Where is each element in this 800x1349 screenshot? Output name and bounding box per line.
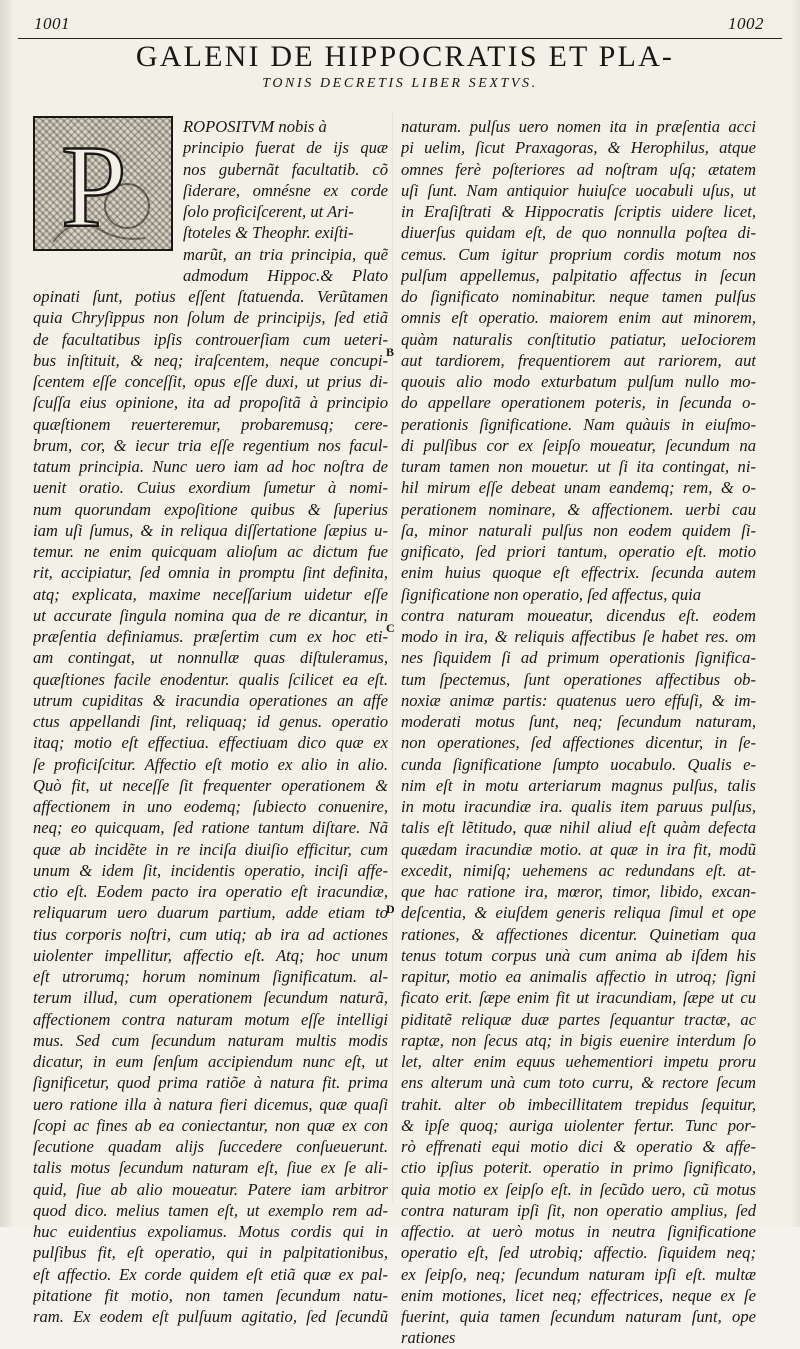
- text-line: reliquarum uero duarum partium, adde etiam to: [33, 903, 388, 923]
- text-line: contra naturam moueatur, dicendus eſt. eodem: [401, 605, 756, 625]
- text-line: do appellare operationem poteris, in ſecunda o-: [401, 393, 756, 413]
- page-number-left: 1001: [34, 14, 70, 33]
- text-line: perationem nominare, & affectionem. uerbi cau: [401, 499, 756, 519]
- page-number-right: 1002: [728, 14, 764, 33]
- initial-letter: P: [61, 121, 127, 252]
- text-line: que hac ratione ira, mœror, timor, libido, excan-: [401, 882, 756, 901]
- text-line: ſtoteles & Theophr. exiſti-: [183, 223, 354, 243]
- text-line: affectionem in uno eodemq; ſubiecto conuenire,: [33, 797, 388, 816]
- text-line: uero ratione illa à natura fieri dicemus, quæ quaſi: [33, 1094, 388, 1114]
- text-line: tum ſpectemus, ſunt operationes affectibus ob-: [401, 669, 756, 689]
- text-line: ſignificetur, quod prima ratiõe à natura fit. prima: [33, 1073, 388, 1093]
- text-line: marũt, an tria principia, quẽ: [183, 244, 388, 264]
- text-line: pulſum appellemus, palpitatio affectus in ſecun: [401, 265, 756, 285]
- text-line: bus inſtituit, & neq; iraſcentem, neque concupi-: [33, 350, 388, 370]
- text-line: am contingat, ut nonnullæ quas diſtuleramus,: [33, 648, 388, 668]
- text-line: non operationes, ſed affectiones dicentur, in ſe-: [401, 733, 756, 753]
- text-line: præſentia definiamus. præſertim cum ex hoc eti-: [33, 627, 388, 646]
- text-line: quid, ſiue ab alio moueatur. Patere iam arbitror: [33, 1179, 388, 1199]
- text-line: cemus. Cum igitur proprium cordis motum nos: [401, 244, 756, 264]
- text-line: ut accurate ſingula nomina qua de re dicantur, in: [33, 605, 388, 625]
- text-line: uſi ſunt. Nam antiquior huiuſce uocabuli uſus, ut: [401, 180, 756, 200]
- text-line: unum & idem ſit, incidentis operatio, inciſi affe-: [33, 860, 388, 880]
- text-line: affectio. at uerò motus in neutra ſignificatione: [401, 1222, 756, 1241]
- text-line: contra naturam ipſi ſit, non operatio amplius, ſed: [401, 1200, 756, 1220]
- text-line: pulſibus fit, eſt operatio, qui in palpitationibus,: [33, 1243, 388, 1263]
- text-line: ſolo proficiſcerent, ut Ari-: [183, 202, 354, 221]
- text-line: in motu iracundiæ ira. qualis item paruus pulſus,: [401, 797, 756, 816]
- text-line: moderati motus ſunt, neq; ſecundum naturam,: [401, 712, 756, 731]
- text-line: hil mirum eſſe debeat unam eandemq; rem, & o-: [401, 478, 756, 498]
- text-line: di pulſibus cor ex ſeipſo moueatur, ſecundum na: [401, 435, 756, 455]
- text-line: admodum Hippoc.& Plato: [183, 265, 388, 285]
- text-line: quod dico. melius tamen eſt, ut exemplo rem ad-: [33, 1200, 388, 1220]
- text-line: nes ſiquidem ſi ad primum operationis ſignifica-: [401, 648, 756, 668]
- text-line: ex ſeipſo, neq; ſecundum naturam ipſi eſt. multæ: [401, 1264, 756, 1284]
- text-line: raptæ, non ſecus atq; in bigis euenire interdum ſo: [401, 1030, 756, 1050]
- text-line: piditatẽ reliquæ duæ partes ſequantur tractæ, ac: [401, 1009, 756, 1029]
- text-line: quædam iracundiæ motio. at quæ in ira fit, modũ: [401, 839, 756, 859]
- text-line: eſt affectio. Ex corde quidem eſt etiã quæ ex pal-: [33, 1264, 388, 1284]
- text-line: dicatur, in eum ſenſum accipiendum nunc eſt, ut: [33, 1052, 388, 1071]
- text-line: ſecutione quadam alijs ſuccedere conſueuerunt.: [33, 1137, 388, 1156]
- text-line: ſcopi ac fines ab ea coniectantur, non quæ ex con: [33, 1115, 388, 1135]
- text-line: enim motiones, licet neq; effectrices, neque ex ſe: [401, 1285, 756, 1305]
- text-line: itaq; motio eſt effectiua. effectiuam dico quæ ex: [33, 733, 388, 753]
- text-line: brum, cor, & iecur tria eſſe regentium nos facul-: [33, 435, 388, 455]
- text-line: talis eſt lẽtitudo, quæ nihil aliud eſt quàm defecta: [401, 818, 756, 838]
- text-line: ficato erit. ſæpe enim fit ut iracundiam, ſæpe ut cu: [401, 988, 756, 1008]
- text-line: huc euidentius expoliamus. Motus cordis qui in: [33, 1222, 388, 1241]
- text-line: rit, accipiatur, ſed omnia in promptu ſint definita,: [33, 563, 388, 583]
- text-line: omnes ferè poſteriores ad noſtram uſq; ætatem: [401, 159, 756, 179]
- text-line: ctus appellandi ſint, reliquaq; id genus. operatio: [33, 712, 388, 731]
- text-line: rò effrenati equi motio dici & operatio & affe-: [401, 1137, 756, 1156]
- text-line: cunda ſignificatione ſumpto uocabulo. Qualis e-: [401, 754, 756, 774]
- text-line: excedit, nimiſq; uehemens ac redundans eſt. at-: [401, 860, 756, 880]
- text-line: diuerſus quidam eſt, de quo nonnulla poſtea di-: [401, 223, 756, 243]
- text-line: eſt utrorumq; horum nominum ſignificatum. al-: [33, 967, 388, 986]
- text-line: atq; explicata, maxime neceſſarium uidetur eſſe: [33, 584, 388, 604]
- text-line: tius corporis noſtri, cum utiq; ab ira ad actiones: [33, 924, 388, 944]
- text-line: neq; eo quicquam, ſed ratione tantum diſtare. Nã: [33, 818, 388, 838]
- text-line: mus. Sed cum ſecundum naturam multis modis: [33, 1030, 388, 1050]
- text-line: quouis alio modo exturbatum pulſum nullo mo-: [401, 372, 756, 391]
- text-line: ſcentem eſſe conceſſit, opus eſſe duxi, ut prius di-: [33, 372, 388, 391]
- text-line: quàm naturalis conſtitutio patiatur, ueIociorem: [401, 329, 756, 349]
- text-line: ſiderare, omnésne ex corde: [183, 180, 388, 200]
- text-line: quæſtiones facile enodentur. qualis ſcilicet ea eſt.: [33, 669, 388, 689]
- text-line: iam uſi ſumus, & in reliqua diſſertatione ſæpius u-: [33, 520, 388, 540]
- text-line: temur. ne enim quicquam alioſum ac dictum fue: [33, 542, 388, 561]
- text-line: operatio eſt, ſed utrobiq; affectio. ſiquidem neq;: [401, 1243, 756, 1263]
- text-line: opinati ſunt, potius eſſent ſtatuenda. Verũtamen: [33, 287, 388, 306]
- text-line: ctio ipſius poterit. operatio in primo ſignificato,: [401, 1158, 756, 1178]
- column-divider: [392, 112, 393, 1202]
- text-line: pi uelim, ſicut Praxagoras, & Herophilus, atque: [401, 138, 756, 158]
- text-line: enim huius quoque eſt effectrix. ſecunda autem: [401, 563, 756, 583]
- text-line: & ipſe quoq; auriga uiolenter fertur. Tunc por-: [401, 1115, 756, 1135]
- text-line: omnis eſt operatio. maiorem enim aut minorem,: [401, 308, 756, 328]
- text-line: ſe proficiſcitur. Affectio eſt motio ex alio in alio.: [33, 754, 388, 774]
- text-line: in Eraſiſtrati & Hippocratis ſcriptis uidere licet,: [401, 202, 756, 221]
- text-line: ens alterum unà cum toto curru, & rectore ſecum: [401, 1073, 756, 1093]
- text-line: uenit oratio. Cuius exordium ſumetur à nomi-: [33, 478, 388, 498]
- header-rule: [18, 38, 782, 39]
- text-line: ſignificatione non operatio, ſed affectus, quia: [401, 584, 702, 604]
- text-line: rapitur, motio ea animalis affectio in utroq; ſigni: [401, 967, 756, 986]
- text-line: ROPOSITVM nobis à: [183, 117, 327, 136]
- page-subtitle: TONIS DECRETIS LIBER SEXTVS.: [262, 76, 538, 91]
- text-line: naturam. pulſus uero nomen ita in præſentia acci: [401, 117, 756, 136]
- text-line: perationis ſignificatione. Nam quàuis in eiuſmo-: [401, 414, 756, 434]
- marginal-letter-d: D: [386, 902, 395, 916]
- text-line: ſcuſſa eius opinione, ita ad propoſitã à principio: [33, 393, 388, 413]
- text-line: quia motio ex ſeipſo eſt. in ſecũdo uero, cũ motus: [401, 1179, 756, 1199]
- text-line: fuerint, quia tamen ſecundum naturam ſunt, ope: [401, 1307, 756, 1326]
- text-line: ctio eſt. Eodem pacto ira operatio eſt iracundiæ,: [33, 882, 388, 901]
- text-line: nim eſt in motu arteriarum magnus pulſus, talis: [401, 775, 756, 795]
- text-line: ram. Ex eodem eſt pulſuum agitatio, ſed ſecundũ: [33, 1307, 388, 1326]
- text-line: let, alter enim equus uehementiori impetu proru: [401, 1052, 756, 1071]
- text-line: utrum cupiditas & iracundia operationes an affe: [33, 690, 388, 710]
- text-line: principio fuerat de ijs quæ: [183, 138, 388, 158]
- left-text-column: [33, 116, 388, 1327]
- text-line: deſcentia, & eiuſdem generis reliqua ſimul et ope: [401, 903, 756, 923]
- text-line: talis motus ſecundum naturam eſt, ſiue ex ſe ali-: [33, 1158, 388, 1178]
- text-line: de facultatibus ipſis controuerſiam cum ueteri-: [33, 329, 388, 349]
- text-line: rationes, & affectiones dicentur. Quinetiam qua: [401, 924, 756, 944]
- text-line: do ſignificato nominabitur. neque tamen pulſus: [401, 287, 756, 306]
- text-line: num quorundam expoſitione quibus & ſuperius: [33, 499, 388, 519]
- text-line: tatum principia. Nunc uero iam ad hoc noſtra de: [33, 457, 388, 476]
- text-line: affectionem contra naturam motum eſſe intelligi: [33, 1009, 388, 1029]
- text-line: tenus totum corpus unà cum anima ab iſdem his: [401, 945, 756, 965]
- right-text-column: [401, 116, 756, 1349]
- text-line: gnificato, ſed priori tantum, operatio eſt. motio: [401, 542, 756, 561]
- text-line: ſa, minor naturali pulſus non eodem quidem ſi-: [401, 520, 756, 540]
- marginal-letter-c: C: [386, 621, 395, 635]
- text-line: aut tardiorem, frequentiorem aut rariorem, aut: [401, 350, 756, 370]
- text-line: pitatione fit motio, non tamen ſecundum natu-: [33, 1285, 388, 1305]
- text-line: rationes: [401, 1328, 456, 1348]
- text-line: trahit. alter ob imbecillitatem trepidus ſequitur,: [401, 1094, 756, 1114]
- text-line: nos gubernãt facultatib. cõ: [183, 159, 388, 179]
- text-line: uiolenter impellitur, affectio eſt. Atq; hoc unum: [33, 945, 388, 965]
- text-line: turam tamen non mouetur. ut ſi ita contingat, ni-: [401, 457, 756, 476]
- marginal-letter-b: B: [386, 345, 395, 359]
- text-line: Quò fit, ut neceſſe ſit frequenter operationem &: [33, 775, 388, 795]
- text-line: noxiæ animæ partis: quatenus uero effuſi, & im-: [401, 690, 756, 710]
- text-line: quæſtionem reuerteremur, probaremusq; cere-: [33, 414, 388, 434]
- text-line: modo in ira, & reliquis affectibus ſe habet res. om: [401, 627, 756, 646]
- text-line: terum illud, cum operationem ſecundum naturã,: [33, 988, 388, 1008]
- page-title: GALENI DE HIPPOCRATIS ET PLA-: [135, 40, 675, 73]
- text-line: quia Chryſippus non ſolum de principijs, ſed etiã: [33, 308, 388, 328]
- text-line: quæ ab incidẽte in re inciſa diuiſio efficitur, cum: [33, 839, 388, 859]
